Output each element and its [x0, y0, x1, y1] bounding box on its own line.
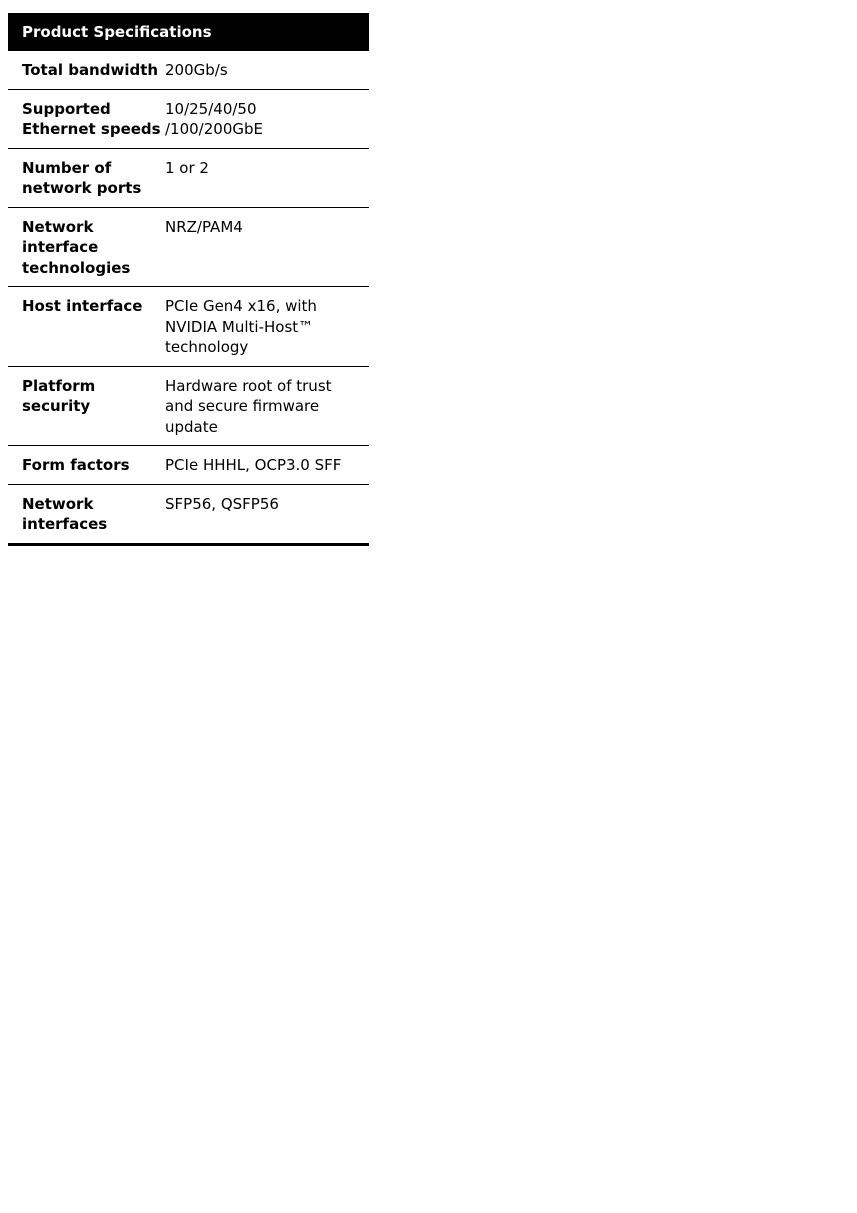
spec-label: Host interface	[22, 297, 143, 315]
spec-label: Network interface technologies	[22, 217, 131, 277]
spec-row-interface-technologies	[8, 207, 369, 287]
spec-row-total-bandwidth	[8, 51, 369, 89]
spec-label: Total bandwidth	[22, 61, 159, 79]
spec-label: Platform security	[22, 376, 96, 415]
spec-row-network-interfaces	[8, 484, 369, 543]
table-title: Product Specifications	[8, 13, 369, 51]
spec-row-network-ports	[8, 148, 369, 207]
product-specifications-table	[8, 13, 369, 546]
spec-row-ethernet-speeds	[8, 89, 369, 148]
spec-value: 200Gb/s	[165, 61, 228, 79]
spec-row-form-factors	[8, 445, 369, 484]
spec-label: Network interfaces	[22, 494, 108, 533]
spec-value: Hardware root of trust and secure firmware update	[165, 376, 332, 436]
spec-row-host-interface	[8, 286, 369, 366]
spec-label: Supported Ethernet speeds	[22, 99, 161, 138]
spec-value: PCIe Gen4 x16, with NVIDIA Multi-Host™ technology	[165, 297, 317, 356]
spec-label: Number of network ports	[22, 158, 142, 197]
spec-value: PCIe HHHL, OCP3.0 SFF	[165, 456, 342, 474]
spec-row-platform-security	[8, 366, 369, 446]
spec-value: SFP56, QSFP56	[165, 494, 279, 513]
spec-label: Form factors	[22, 456, 130, 474]
spec-value: 1 or 2	[165, 158, 209, 177]
spec-value: 10/25/40/50 /100/200GbE	[165, 99, 263, 138]
spec-value: NRZ/PAM4	[165, 217, 243, 236]
